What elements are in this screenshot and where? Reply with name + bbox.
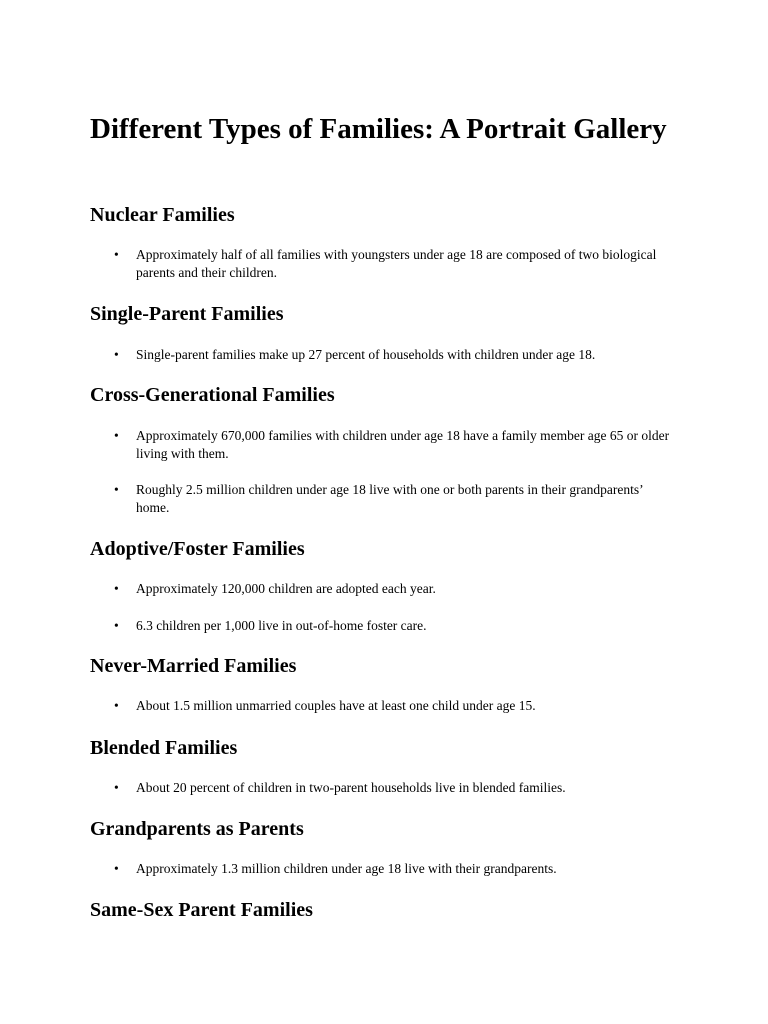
bullet-marker: • bbox=[114, 581, 119, 596]
bullet-marker: • bbox=[114, 482, 119, 497]
bullet-marker: • bbox=[114, 428, 119, 443]
bullet-marker: • bbox=[114, 347, 119, 362]
bullet-marker: • bbox=[114, 861, 119, 876]
section-heading-grandparents: Grandparents as Parents bbox=[90, 818, 304, 840]
list-item-text: Approximately half of all families with youngsters under age 18 are composed of two biological parents and their children. bbox=[136, 247, 657, 280]
list-item-text: Approximately 670,000 families with children under age 18 have a family member age 65 or older living with them. bbox=[136, 428, 670, 461]
bullet-marker: • bbox=[114, 247, 119, 262]
bullet-marker: • bbox=[114, 698, 119, 713]
bullet-marker: • bbox=[114, 618, 119, 633]
list-item-text: About 20 percent of children in two-parent households live in blended families. bbox=[136, 780, 566, 795]
list-item-text: Approximately 1.3 million children under age 18 live with their grandparents. bbox=[136, 861, 557, 876]
list-item-text: Approximately 120,000 children are adopted each year. bbox=[136, 581, 436, 596]
section-heading-adoptive-foster: Adoptive/Foster Families bbox=[90, 538, 305, 560]
section-heading-single-parent: Single-Parent Families bbox=[90, 303, 284, 325]
section-heading-cross-generational: Cross-Generational Families bbox=[90, 384, 335, 406]
section-heading-never-married: Never-Married Families bbox=[90, 655, 297, 677]
section-heading-blended: Blended Families bbox=[90, 737, 238, 759]
list-item-text: About 1.5 million unmarried couples have at least one child under age 15. bbox=[136, 698, 536, 713]
list-item-text: Single-parent families make up 27 percent of households with children under age 18. bbox=[136, 347, 596, 362]
list-item-text: 6.3 children per 1,000 live in out-of-home foster care. bbox=[136, 618, 427, 633]
document-title: Different Types of Families: A Portrait Gallery bbox=[90, 113, 667, 145]
section-heading-same-sex: Same-Sex Parent Families bbox=[90, 899, 313, 921]
section-heading-nuclear: Nuclear Families bbox=[90, 204, 235, 226]
bullet-marker: • bbox=[114, 780, 119, 795]
list-item-text: Roughly 2.5 million children under age 18 live with one or both parents in their grandparents’ home. bbox=[136, 482, 643, 515]
